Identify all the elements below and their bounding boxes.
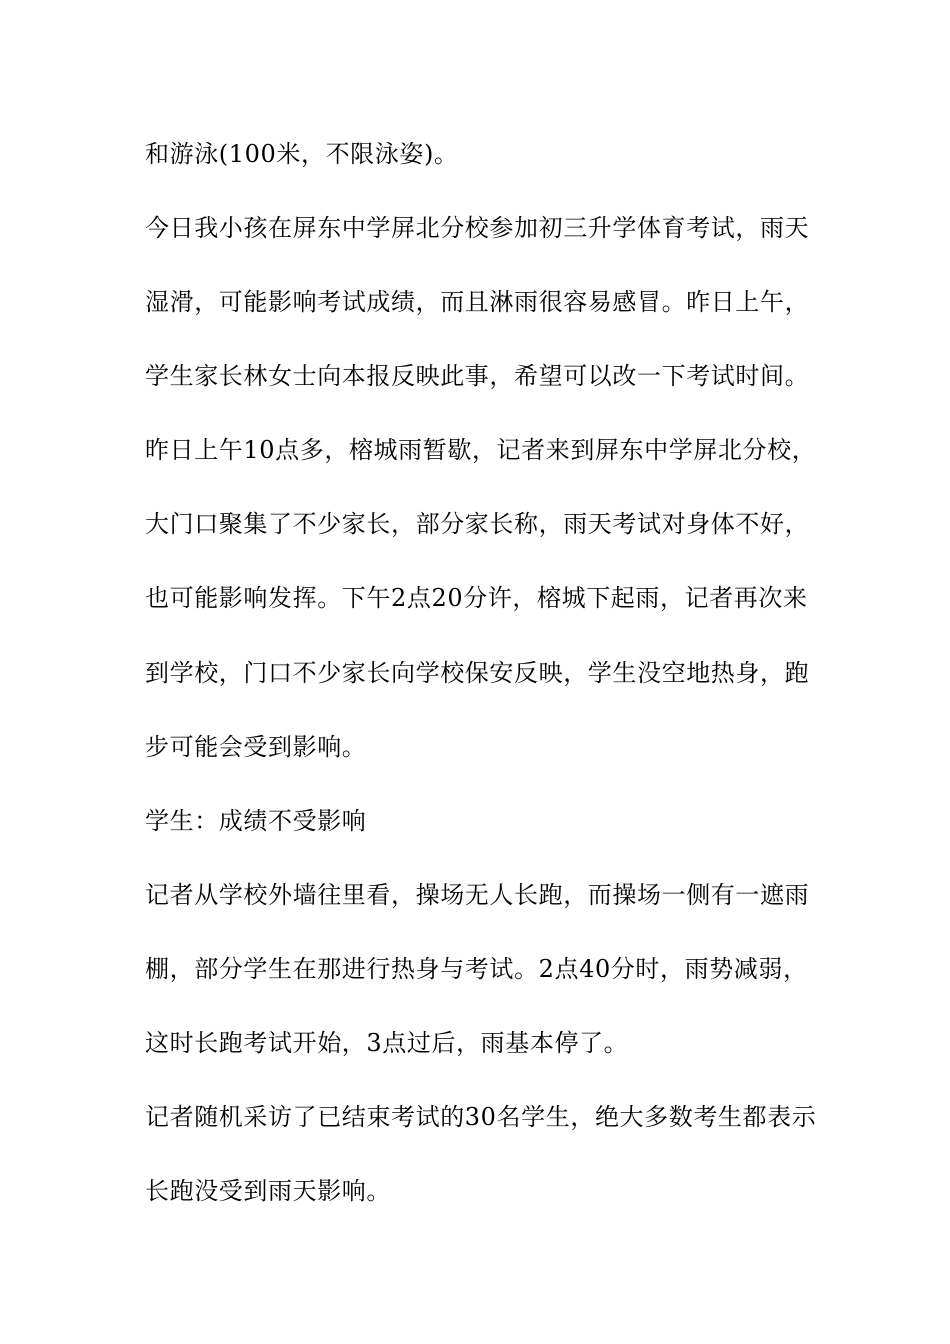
text-line-15: 长跑没受到雨天影响。 bbox=[145, 1177, 391, 1205]
text-line-12: 棚，部分学生在那进行热身与考试。2点40分时，雨势减弱， bbox=[145, 955, 808, 983]
text-line-9: 步可能会受到影响。 bbox=[145, 733, 367, 761]
text-line-11: 记者从学校外墙往里看，操场无人长跑，而操场一侧有一遮雨 bbox=[145, 881, 810, 909]
text-line-3: 湿滑，可能影响考试成绩，而且淋雨很容易感冒。昨日上午， bbox=[145, 288, 810, 316]
text-line-1: 和游泳(100米，不限泳姿)。 bbox=[145, 140, 459, 168]
text-line-5: 昨日上午10点多，榕城雨暂歇，记者来到屏东中学屏北分校， bbox=[145, 436, 817, 464]
text-line-4: 学生家长林女士向本报反映此事，希望可以改一下考试时间。 bbox=[145, 362, 810, 390]
text-line-14: 记者随机采访了已结束考试的30名学生，绝大多数考生都表示 bbox=[145, 1103, 817, 1131]
text-line-2: 今日我小孩在屏东中学屏北分校参加初三升学体育考试，雨天 bbox=[145, 214, 810, 242]
text-line-8: 到学校，门口不少家长向学校保安反映，学生没空地热身，跑 bbox=[145, 659, 810, 687]
text-line-6: 大门口聚集了不少家长，部分家长称，雨天考试对身体不好， bbox=[145, 510, 810, 538]
text-line-7: 也可能影响发挥。下午2点20分许，榕城下起雨，记者再次来 bbox=[145, 584, 808, 612]
text-line-13: 这时长跑考试开始，3点过后，雨基本停了。 bbox=[145, 1029, 629, 1057]
section-heading: 学生：成绩不受影响 bbox=[145, 807, 367, 835]
